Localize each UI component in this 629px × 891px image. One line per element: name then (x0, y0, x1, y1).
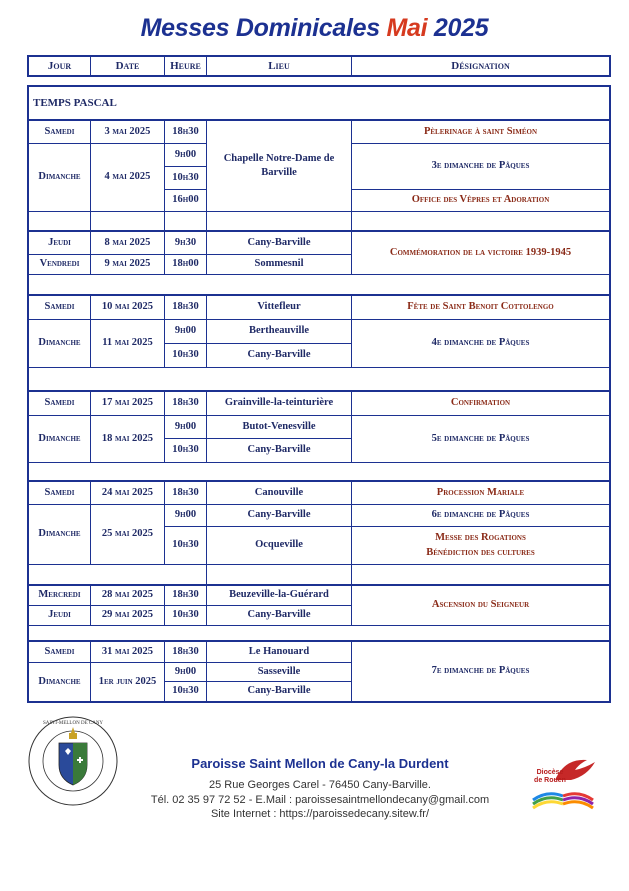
date-cell: 25 mai 2025 (101, 528, 154, 540)
diocese-logo (525, 750, 615, 815)
location-cell: Sommesnil (254, 258, 304, 270)
time-cell: 9h00 (174, 665, 197, 677)
date-cell: 11 mai 2025 (102, 337, 153, 349)
time-cell: 9h00 (174, 148, 197, 160)
designation-cell: Office des Vêpres et Adoration (411, 194, 550, 206)
location-cell: Beuzeville-la-Guérard (229, 589, 329, 601)
location-cell: Bertheauville (248, 325, 310, 337)
location-cell: Butot-Venesville (242, 420, 316, 432)
title-year: 2025 (433, 14, 489, 42)
date-cell: 29 mai 2025 (101, 609, 154, 621)
header-date: Date (115, 59, 140, 72)
designation-cell: 6e dimanche de Pâques (431, 509, 530, 521)
time-cell: 18h30 (172, 589, 199, 601)
date-cell: 8 mai 2025 (104, 236, 151, 248)
location-cell: Le Hanouard (248, 645, 310, 657)
date-cell: 24 mai 2025 (101, 486, 154, 498)
day-cell: Samedi (44, 397, 75, 409)
day-cell: Dimanche (38, 171, 81, 183)
day-cell: Jeudi (48, 236, 71, 248)
location-cell: Vittefleur (257, 301, 301, 313)
day-cell: Samedi (44, 125, 75, 137)
page-title (0, 14, 629, 43)
header-heure: Heure (170, 59, 201, 72)
date-cell: 18 mai 2025 (101, 432, 154, 444)
designation-cell: Confirmation (450, 397, 511, 409)
date-cell: 1er juin 2025 (98, 675, 157, 687)
time-cell: 10h30 (172, 349, 199, 361)
designation-cell: Pèlerinage à saint Siméon (423, 125, 538, 137)
season-label: TEMPS PASCAL (33, 96, 117, 109)
designation-cell: 5e dimanche de Pâques (431, 432, 530, 444)
designation-cell: Ascension du Seigneur (431, 599, 530, 611)
location-cell: Grainville-la-teinturière (224, 397, 334, 409)
time-cell: 18h30 (172, 125, 199, 137)
parish-name: Paroisse Saint Mellon de Cany-la Durdent (191, 756, 449, 771)
location-cell: Cany-Barville (247, 609, 311, 621)
designation-cell: Fête de Saint Benoit Cottolengo (407, 301, 554, 313)
title-month: Mai (386, 14, 428, 42)
time-cell: 10h30 (172, 171, 199, 183)
day-cell: Samedi (44, 645, 75, 657)
time-cell: 18h30 (172, 486, 199, 498)
location-cell: Cany-Barville (247, 685, 311, 697)
parish-contact: Tél. 02 35 97 72 52 - E.Mail : paroissesaintmellondecany@gmail.com (150, 794, 490, 806)
time-cell: 9h30 (174, 236, 197, 248)
date-cell: 10 mai 2025 (101, 301, 154, 313)
time-cell: 9h00 (174, 325, 197, 337)
location-cell: Canouville (254, 486, 304, 498)
location-cell: Cany-Barville (247, 349, 311, 361)
time-cell: 18h00 (172, 258, 199, 270)
time-cell: 9h00 (174, 509, 197, 521)
location-cell: Sasseville (257, 665, 301, 677)
time-cell: 10h30 (172, 444, 199, 456)
day-cell: Dimanche (38, 528, 81, 540)
day-cell: Mercredi (38, 589, 81, 601)
designation-cell: Procession Mariale (436, 486, 525, 498)
day-cell: Dimanche (38, 432, 81, 444)
day-cell: Samedi (44, 301, 75, 313)
day-cell: Dimanche (38, 337, 81, 349)
location-cell: Ocqueville (255, 539, 303, 551)
date-cell: 9 mai 2025 (104, 258, 151, 270)
designation-cell: 4e dimanche de Pâques (431, 337, 530, 349)
parish-address: 25 Rue Georges Carel - 76450 Cany-Barville. (209, 779, 431, 791)
day-cell: Vendredi (39, 258, 80, 270)
date-cell: 3 mai 2025 (104, 125, 151, 137)
time-cell: 18h30 (172, 301, 199, 313)
svg-text:SAINT-MELLON DE CANY: SAINT-MELLON DE CANY (42, 721, 104, 726)
location-cell: Cany-Barville (247, 236, 311, 248)
header-lieu: Lieu (268, 59, 290, 72)
time-cell: 16h00 (172, 194, 199, 206)
designation-line: Messe des Rogations (435, 532, 526, 544)
date-cell: 4 mai 2025 (104, 171, 151, 183)
header-jour: Jour (47, 59, 72, 72)
parish-seal-logo (27, 715, 119, 807)
time-cell: 18h30 (172, 397, 199, 409)
parish-website: Site Internet : https://paroissedecany.sitew.fr/ (210, 808, 430, 820)
designation-line: Bénédiction des cultures (426, 546, 535, 558)
day-cell: Dimanche (38, 675, 81, 687)
time-cell: 9h00 (174, 420, 197, 432)
day-cell: Jeudi (48, 609, 71, 621)
designation-cell: 7e dimanche de Pâques (431, 665, 530, 677)
location-cell: Cany-Barville (247, 444, 311, 456)
designation-cell: Commémoration de la victoire 1939-1945 (389, 246, 572, 258)
date-cell: 31 mai 2025 (101, 645, 154, 657)
location-cell: Cany-Barville (247, 509, 311, 521)
time-cell: 10h30 (172, 609, 199, 621)
designation-cell: 3e dimanche de Pâques (431, 160, 530, 172)
location-cell: Chapelle Notre-Dame de Barville (223, 152, 335, 178)
svg-text:Diocèse: Diocèse (536, 769, 564, 776)
header-designation: Désignation (451, 59, 510, 72)
time-cell: 10h30 (172, 685, 199, 697)
designation-cell (352, 527, 609, 564)
time-cell: 18h30 (172, 645, 199, 657)
time-cell: 10h30 (172, 539, 199, 551)
date-cell: 17 mai 2025 (101, 397, 154, 409)
day-cell: Samedi (44, 486, 75, 498)
title-prefix: Messes Dominicales (140, 14, 380, 42)
date-cell: 28 mai 2025 (101, 589, 154, 601)
svg-text:de Rouen: de Rouen (534, 777, 566, 784)
